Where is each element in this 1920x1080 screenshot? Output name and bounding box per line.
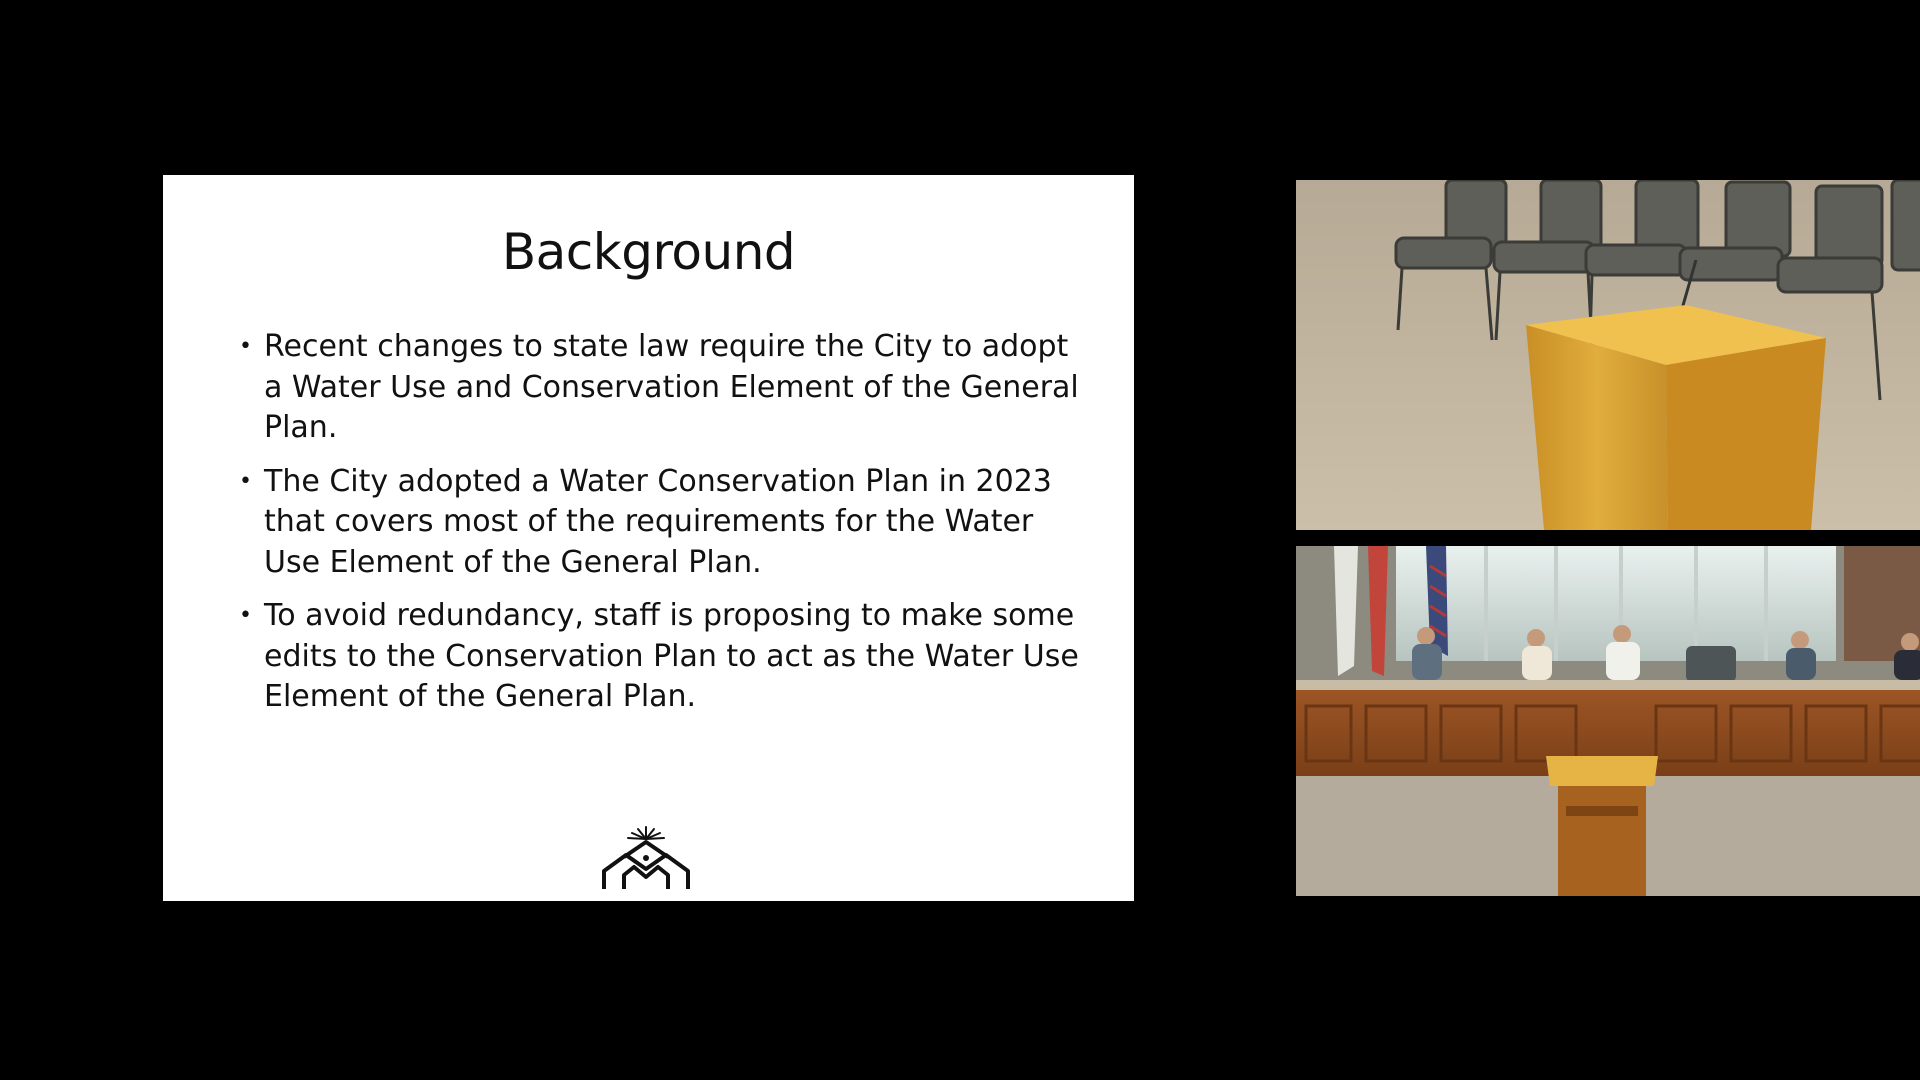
podium xyxy=(1526,305,1826,530)
slide-bullet-list xyxy=(239,327,1089,731)
slide-bullet xyxy=(239,327,1089,449)
slide-bullet-text: Recent changes to state law require the City to adopt a Water Use and Conservation Element of the General Plan. xyxy=(264,329,1079,445)
slide-bullet-text: To avoid redundancy, staff is proposing to make some edits to the Conservation Plan to act as the Water Use Element of the General Plan. xyxy=(264,598,1079,714)
slide-bullet xyxy=(239,596,1089,718)
bullet-icon: • xyxy=(239,334,252,359)
slide-title: Background xyxy=(501,223,796,281)
slide-bullet xyxy=(239,462,1089,584)
video-feed-council xyxy=(1296,546,1920,896)
city-logo-icon xyxy=(600,825,692,893)
bullet-icon: • xyxy=(239,468,252,494)
slide-bullet-text: The City adopted a Water Conservation Plan in 2023 that covers most of the requirements for the Water Use Element of the General Plan. xyxy=(264,463,1052,580)
video-feed-podium xyxy=(1296,180,1920,530)
council-camera-scene xyxy=(1296,546,1920,896)
podium-camera-scene xyxy=(1296,180,1920,530)
bullet-icon: • xyxy=(239,603,252,628)
presentation-slide xyxy=(163,175,1134,901)
